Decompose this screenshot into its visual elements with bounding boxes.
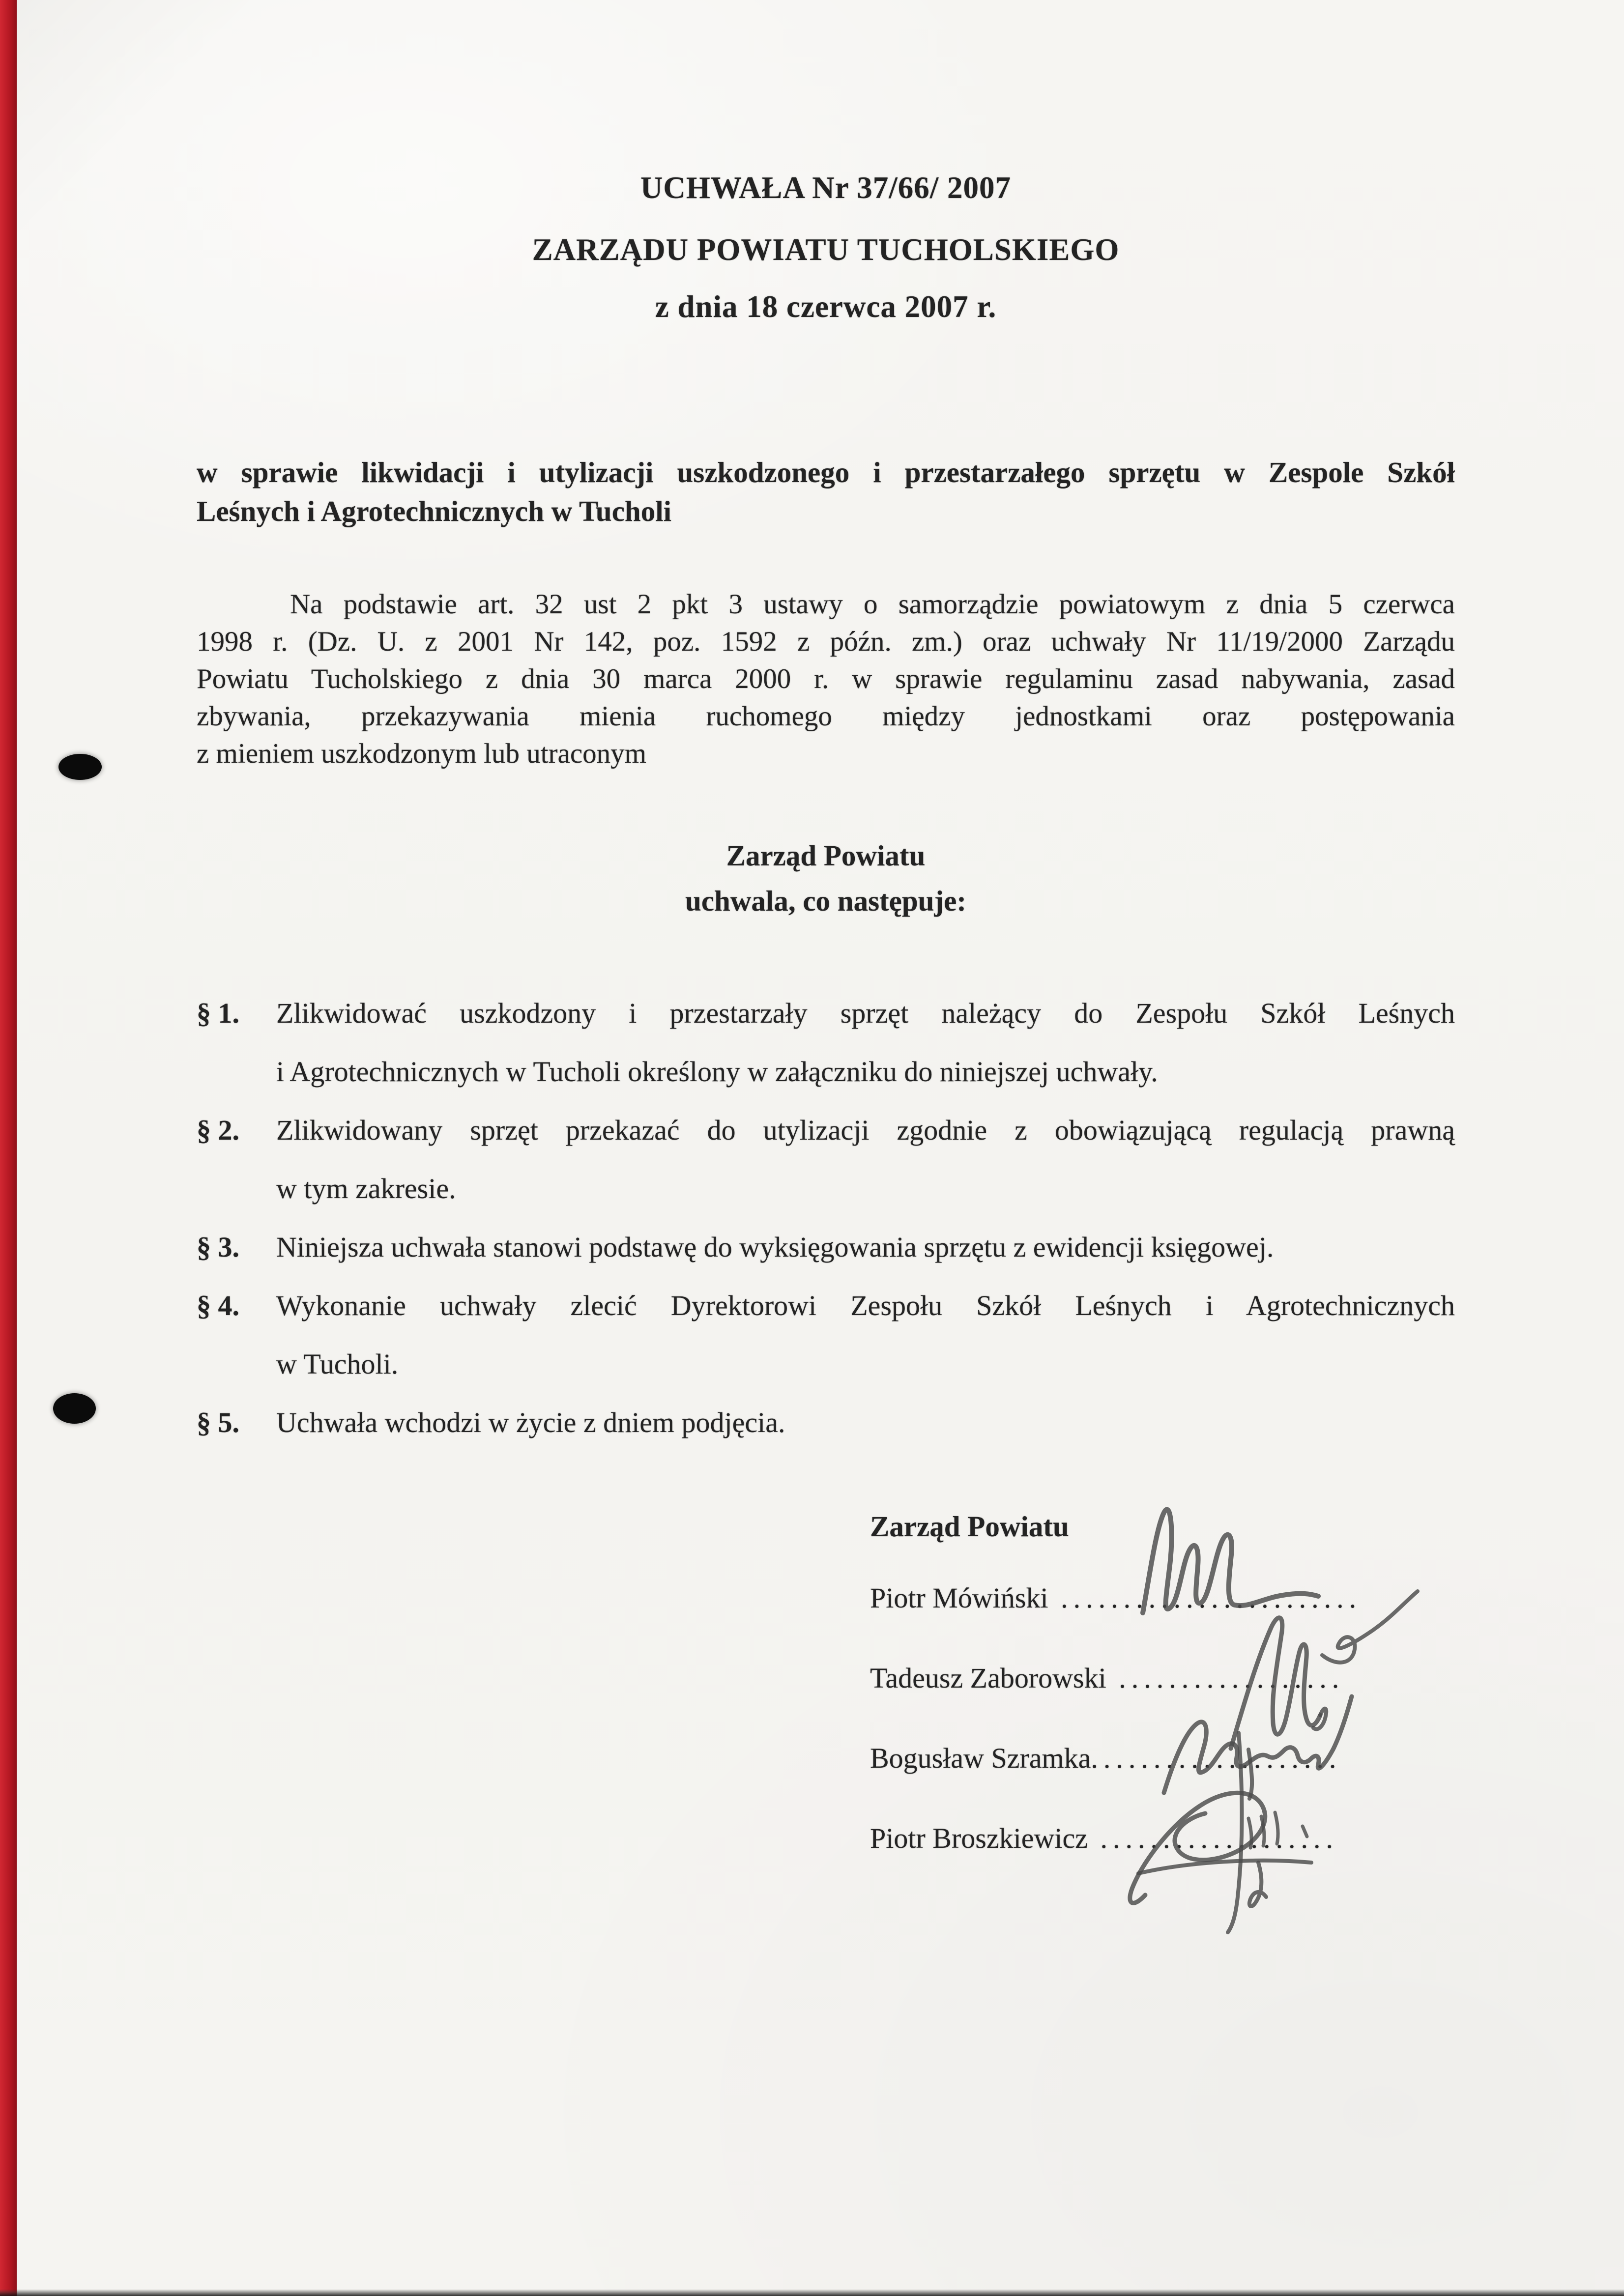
signer-name: Tadeusz Zaborowski (870, 1662, 1106, 1694)
signature-dotted-line: .................. (1106, 1662, 1345, 1694)
signature-dotted-line: ........................ (1048, 1582, 1362, 1614)
section-4-line-1: Wykonanie uchwały zlecić Dyrektorowi Zespołu Szkół Leśnych i Agrotechnicznych (276, 1290, 1455, 1321)
legal-basis-line-3: Powiatu Tucholskiego z dnia 30 marca 2000 r. w sprawie regulaminu zasad nabywania, zasad (197, 663, 1455, 694)
section-4-line-2: w Tucholi. (276, 1348, 399, 1380)
section-1-line-2: i Agrotechnicznych w Tucholi określony w załączniku do niniejszej uchwały. (276, 1056, 1158, 1088)
resolution-date-heading: z dnia 18 czerwca 2007 r. (655, 289, 997, 324)
section-2 (197, 1101, 1455, 1218)
signer-name: Piotr Mówiński (870, 1582, 1048, 1614)
enacting-body-line: Zarząd Powiatu (726, 839, 926, 872)
section-3-line-1: Niniejsza uchwała stanowi podstawę do wyksięgowania sprzętu z ewidencji księgowej. (276, 1231, 1274, 1263)
resolution-number-heading: UCHWAŁA Nr 37/66/ 2007 (640, 171, 1012, 205)
section-4-label: § 4. (197, 1290, 239, 1321)
signature-dotted-line: .................... (1091, 1742, 1342, 1774)
section-4 (197, 1276, 1455, 1393)
section-3 (197, 1218, 1455, 1276)
legal-basis-line-4: zbywania, przekazywania mienia ruchomego między jednostkami oraz postępowania (197, 701, 1455, 732)
issuing-body-heading: ZARZĄDU POWIATU TUCHOLSKIEGO (532, 232, 1120, 267)
signer-name: Piotr Broszkiewicz (870, 1822, 1088, 1854)
subject-line-1: w sprawie likwidacji i utylizacji uszkodzonego i przestarzałego sprzętu w Zespole Szkół (197, 456, 1455, 488)
enacting-formula-line: uchwala, co następuje: (685, 885, 966, 917)
section-2-label: § 2. (197, 1114, 239, 1146)
section-1 (197, 984, 1455, 1101)
section-5-line-1: Uchwała wchodzi w życie z dniem podjęcia. (276, 1406, 785, 1438)
legal-basis-line-1: Na podstawie art. 32 ust 2 pkt 3 ustawy o samorządzie powiatowym z dnia 5 czerwca (290, 589, 1455, 620)
hole-punch-top (58, 754, 102, 780)
section-2-line-2: w tym zakresie. (276, 1173, 456, 1205)
signature-dotted-line: ................... (1087, 1822, 1338, 1854)
signer-row-szramka (870, 1742, 1341, 1775)
signer-row-broszkiewicz (870, 1822, 1338, 1855)
section-1-label: § 1. (197, 997, 239, 1029)
scan-bottom-edge-shadow (0, 2289, 1624, 2296)
hole-punch-bottom (53, 1393, 96, 1424)
subject-line-2: Leśnych i Agrotechnicznych w Tucholi (197, 495, 671, 527)
legal-basis-line-2: 1998 r. (Dz. U. z 2001 Nr 142, poz. 1592 z późn. zm.) oraz uchwały Nr 11/19/2000 Zarządu (197, 626, 1455, 657)
subject-paragraph (197, 453, 1455, 531)
section-5-label: § 5. (197, 1406, 239, 1438)
legal-basis-paragraph (197, 586, 1455, 773)
signature-block-heading: Zarząd Powiatu (870, 1510, 1069, 1543)
section-3-label: § 3. (197, 1231, 239, 1263)
legal-basis-line-5: z mieniem uszkodzonym lub utraconym (197, 738, 646, 769)
section-5 (197, 1393, 1455, 1452)
scan-left-edge-red-strip (0, 0, 17, 2296)
signer-name: Bogusław Szramka (870, 1742, 1091, 1774)
section-2-line-1: Zlikwidowany sprzęt przekazać do utylizacji zgodnie z obowiązującą regulacją prawną (276, 1114, 1455, 1146)
signer-row-zaborowski (870, 1662, 1344, 1694)
section-1-line-1: Zlikwidować uszkodzony i przestarzały sprzęt należący do Zespołu Szkół Leśnych (276, 997, 1455, 1029)
document-content (197, 0, 1455, 2296)
signer-row-mowinski (870, 1581, 1362, 1614)
